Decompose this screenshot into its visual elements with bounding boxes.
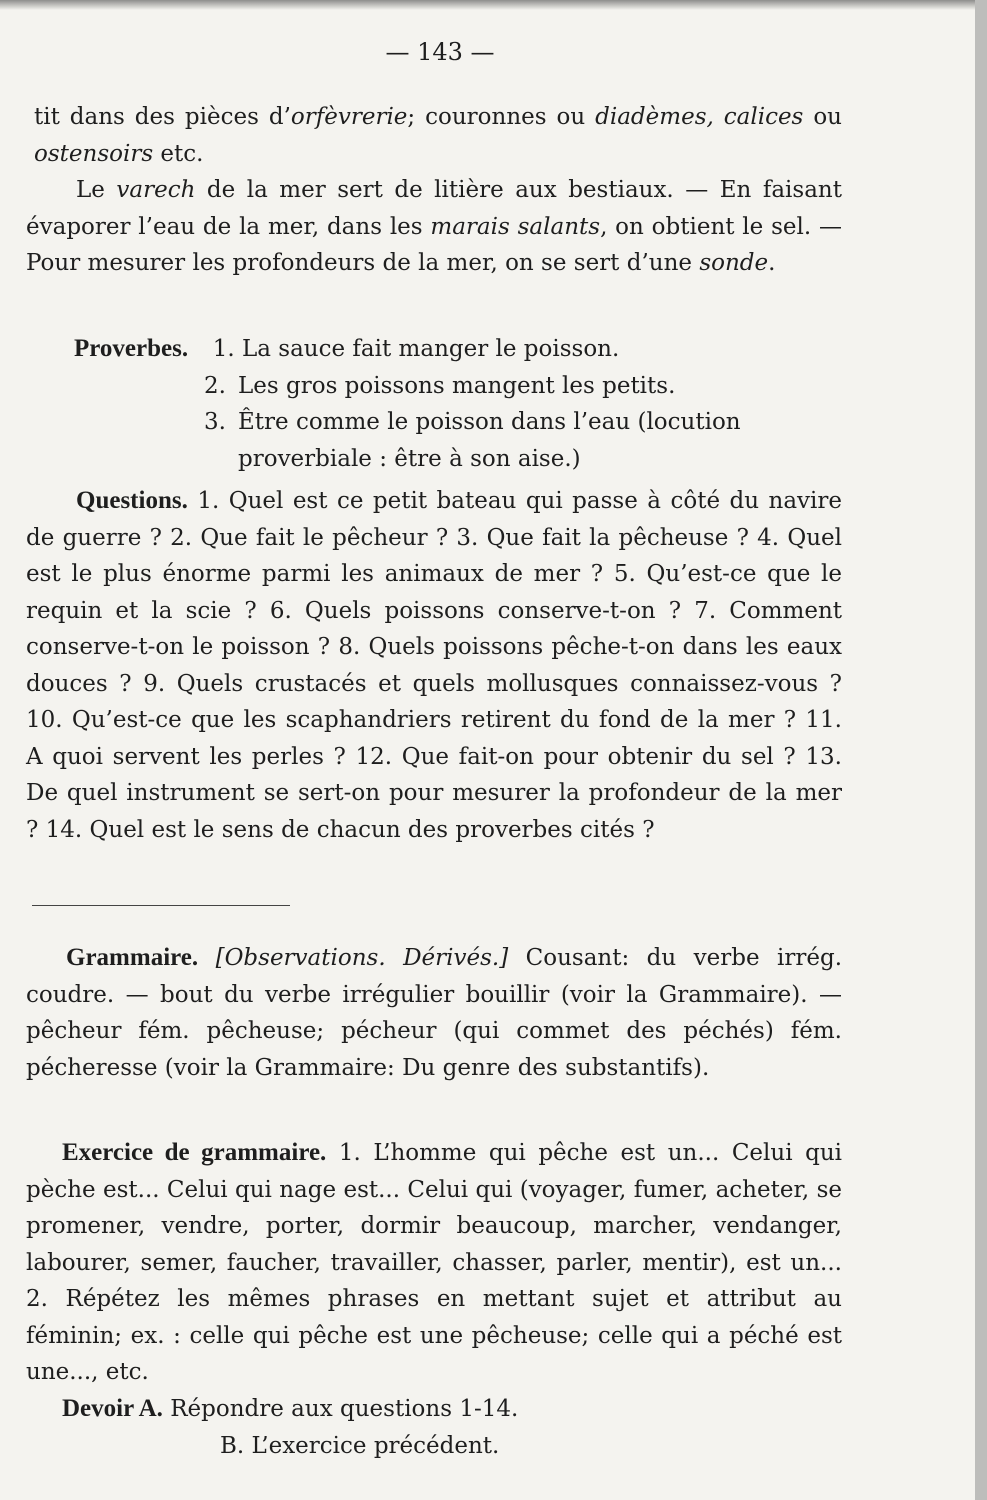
questions-text: 1. Quel est ce petit bateau qui passe à côté du navire de guerre ? 2. Que fait le pêcheur ? 3. Que fait la pêcheuse ? 4. Quel est le plus énorme parmi les animaux de mer ? 5. Qu’est-ce que le requin et la scie ? 6. Quels poissons conserve-t-on ? 7. Comment conserve-t-on le poisson ? 8. Quels poissons pêche-t-on dans les eaux douces ? 9. Quels crustacés et quels mollusques connaissez-vous ? 10. Qu’est-ce que les scaphandriers retirent du fond de la mer ? 11. A quoi servent les perles ? 12. Que fait-on pour obtenir du sel ? 13. De quel instrument se sert-on pour mesurer la profondeur de la mer ? 14. Quel est le sens de chacun des proverbes cités ?	[26, 488, 843, 843]
grammaire-subtitle: [Observations. Dérivés.]	[215, 945, 509, 971]
text-run: , on obtient le sel. — Pour mesurer les profondeurs de la mer, on se sert d’une	[26, 213, 842, 276]
exercice-text: 1. L’homme qui pêche est un... Celui qui pèche est... Celui qui nage est... Celui qui (voyager, fumer, acheter, se promener, vendre, porter, dormir beaucoup, marcher, vendanger, labourer, semer, faucher, travailler, chasser, parler, mentir), est un... 2. Répétez les mêmes phrases en mettant sujet et attribut au féminin; ex. : celle qui pêche est une pêcheuse; celle qui a péché est une..., etc.	[26, 1140, 842, 1385]
proverb-number: 3.	[204, 409, 226, 435]
text-run: etc.	[153, 140, 204, 167]
proverbes-heading: Proverbes.	[74, 335, 189, 362]
italic-term: marais salants	[430, 213, 601, 240]
proverbes-section	[26, 331, 842, 477]
grammaire-paragraph	[26, 940, 842, 1086]
italic-term: sonde	[699, 250, 769, 276]
scan-right-edge	[975, 0, 987, 1500]
text-run: ; couronnes ou	[407, 104, 596, 130]
devoir-a-row	[62, 1391, 842, 1428]
proverb-row	[26, 331, 842, 368]
section-divider	[32, 905, 290, 906]
grammaire-heading: Grammaire.	[66, 944, 199, 971]
questions-paragraph	[26, 483, 842, 848]
intro-paragraph	[34, 99, 842, 172]
italic-term: varech	[116, 177, 196, 203]
proverb-row	[26, 368, 842, 405]
varech-paragraph	[26, 172, 842, 282]
proverb-text: Être comme le poisson dans l’eau (locution	[238, 409, 741, 435]
scan-top-edge	[0, 0, 975, 10]
exercice-heading: Exercice de grammaire.	[62, 1139, 327, 1166]
italic-term: ostensoirs	[34, 140, 154, 167]
proverb-number: 1.	[212, 336, 235, 362]
proverb-text: Les gros poissons mangent les petits.	[238, 372, 676, 399]
devoir-b-label: B.	[220, 1432, 245, 1459]
proverb-row	[26, 404, 842, 441]
devoir-heading: Devoir A.	[62, 1395, 163, 1422]
devoir-a-text: Répondre aux questions 1-14.	[170, 1396, 519, 1422]
devoir-b-text: L’exercice précédent.	[251, 1432, 500, 1459]
grammaire-text: Cousant: du verbe irrég. coudre. — bout du verbe irrégulier bouillir (voir la Grammaire). — pêcheur fém. pêcheuse; pécheur (qui commet des péchés) fém. pécheresse (voir la Grammaire: Du genre des substantifs).	[26, 945, 843, 1081]
exercice-paragraph	[26, 1135, 842, 1391]
text-run: .	[768, 250, 776, 276]
proverb-number: 2.	[204, 372, 226, 399]
italic-term: diadèmes, calices	[595, 104, 804, 130]
proverb-continuation: proverbiale : être à son aise.)	[238, 445, 581, 472]
proverb-text: La sauce fait manger le poisson.	[241, 336, 620, 362]
text-run: Le	[76, 177, 117, 203]
text-run: tit dans des pièces d’	[34, 104, 291, 130]
page-number: — 143 —	[385, 38, 495, 66]
questions-heading: Questions.	[76, 487, 188, 514]
text-run: ou	[803, 104, 842, 130]
devoir-b-row	[62, 1428, 842, 1465]
italic-term: orfèvrerie	[290, 104, 408, 130]
devoir-section	[62, 1391, 842, 1464]
text-run: de la mer sert de litière aux bestiaux. — En faisant évaporer l’eau de la mer, dans les	[26, 177, 842, 240]
